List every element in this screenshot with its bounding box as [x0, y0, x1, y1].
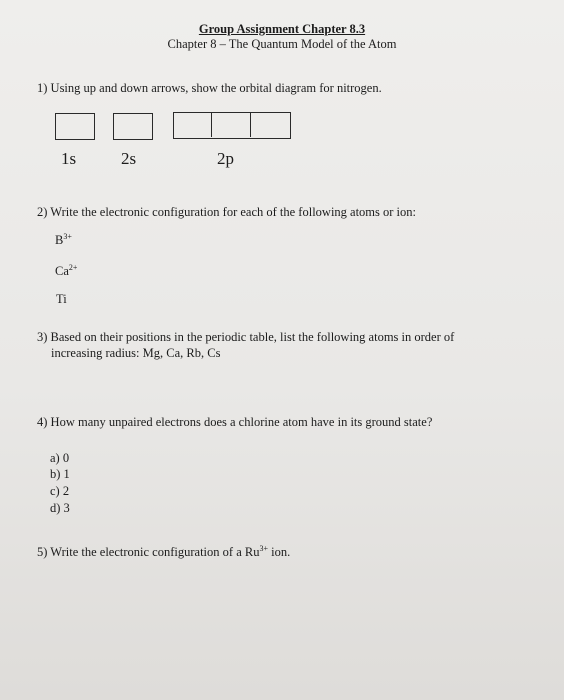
question-5-text: 5) Write the electronic configuration of a $Ru^{3+}$ ion.: [37, 543, 291, 559]
species-boron: $B^{3+}$: [55, 231, 72, 247]
question-3-line2: increasing radius: Mg, Ca, Rb, Cs: [51, 346, 221, 360]
option-c: c) 2: [50, 484, 70, 498]
question-3-line1: 3) Based on their positions in the periodic table, list the following atoms in order of: [37, 330, 455, 344]
species-titanium: Ti: [56, 292, 67, 306]
option-b: b) 1: [50, 467, 70, 481]
page-title: Group Assignment Chapter 8.3: [198, 22, 366, 36]
orbital-label-1s: 1s: [61, 149, 77, 168]
orbital-divider: [250, 112, 251, 137]
orbital-label-2p: 2p: [217, 149, 234, 168]
page-subtitle: Chapter 8 – The Quantum Model of the Atom: [167, 37, 397, 51]
orbital-label-2s: 2s: [121, 149, 137, 168]
option-a: a) 0: [50, 451, 70, 465]
question-2-text: 2) Write the electronic configuration for each of the following atoms or ion:: [37, 205, 417, 219]
option-d: d) 3: [50, 501, 70, 515]
species-calcium: $Ca^{2+}$: [55, 262, 78, 278]
orbital-divider: [211, 112, 212, 137]
question-1-text: 1) Using up and down arrows, show the orbital diagram for nitrogen.: [37, 81, 382, 95]
orbital-box-1s: [55, 113, 95, 140]
orbital-box-2s: [113, 113, 153, 140]
orbital-group-2p: [173, 112, 291, 139]
question-4-text: 4) How many unpaired electrons does a chlorine atom have in its ground state?: [37, 415, 433, 429]
